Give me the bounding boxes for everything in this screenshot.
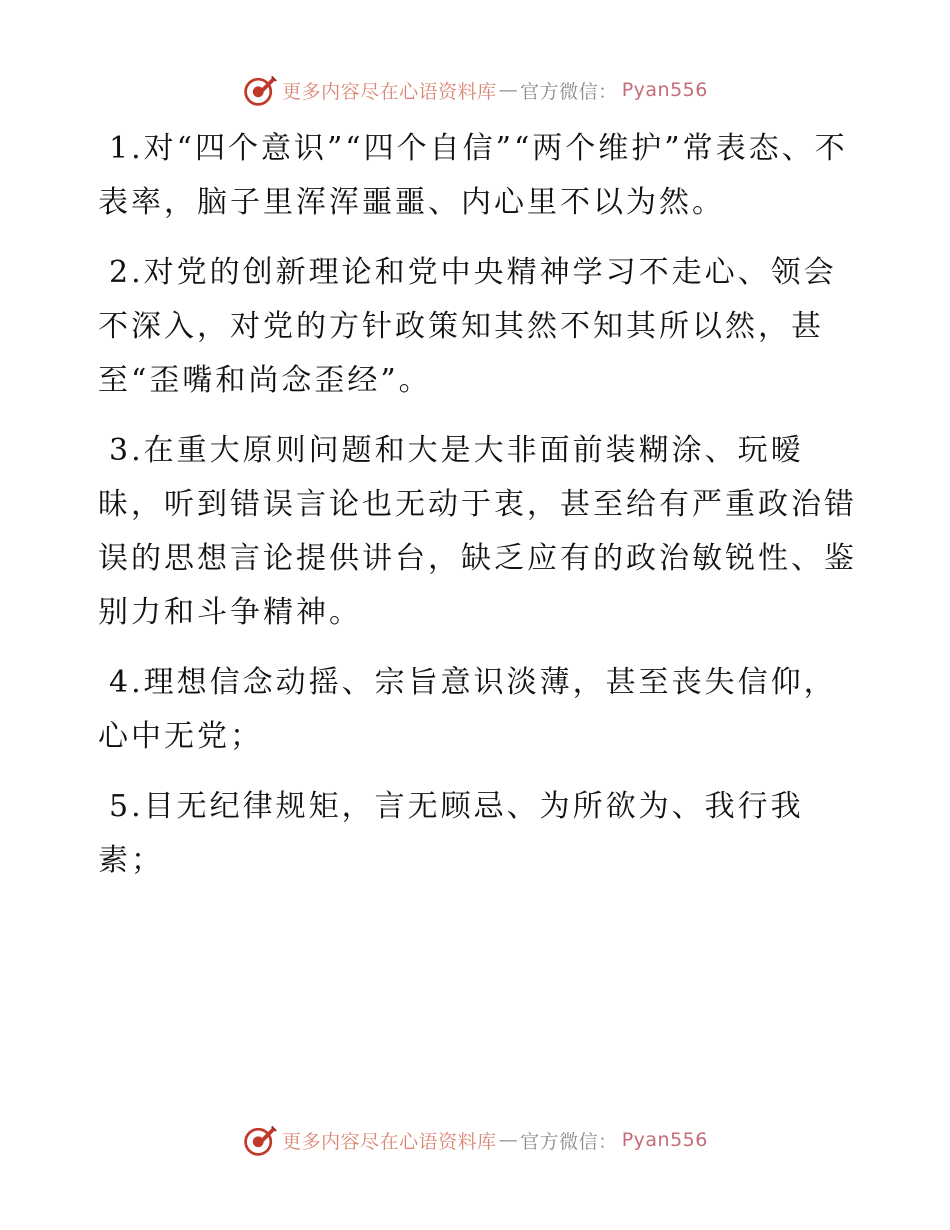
- watermark-text: 更多内容尽在心语资料库: [282, 1130, 497, 1153]
- pen-logo-icon: [242, 72, 278, 108]
- paragraph-3: 3.在重大原则问题和大是大非面前装糊涂、玩暧昧，听到错误言论也无动于衷，甚至给有严重政治错误的思想言论提供讲台，缺乏应有的政治敏锐性、鉴别力和斗争精神。: [98, 433, 857, 630]
- paragraph-4: 4.理想信念动摇、宗旨意识淡薄，甚至丧失信仰，心中无党；: [98, 665, 837, 754]
- paragraph-1: 1.对“四个意识”“四个自信”“两个维护”常表态、不表率，脑子里浑浑噩噩、内心里不以为然。: [98, 131, 848, 220]
- document-body: [98, 122, 858, 904]
- watermark-separator: —: [498, 79, 519, 101]
- watermark-separator: —: [498, 1129, 519, 1151]
- paragraph-2: 2.对党的创新理论和党中央精神学习不走心、领会不深入，对党的方针政策知其然不知其所以然，甚至“歪嘴和尚念歪经”。: [98, 255, 837, 398]
- footer-watermark: [0, 1120, 950, 1160]
- watermark-handle: Pyan556: [621, 1129, 708, 1151]
- header-watermark: [0, 70, 950, 110]
- watermark-handle: Pyan556: [621, 79, 708, 101]
- watermark-wechat-label: 官方微信：: [520, 80, 618, 103]
- watermark-text: 更多内容尽在心语资料库: [282, 80, 497, 103]
- pen-logo-icon: [242, 1122, 278, 1158]
- watermark-wechat-label: 官方微信：: [520, 1130, 618, 1153]
- paragraph-5: 5.目无纪律规矩，言无顾忌、为所欲为、我行我素；: [98, 789, 804, 878]
